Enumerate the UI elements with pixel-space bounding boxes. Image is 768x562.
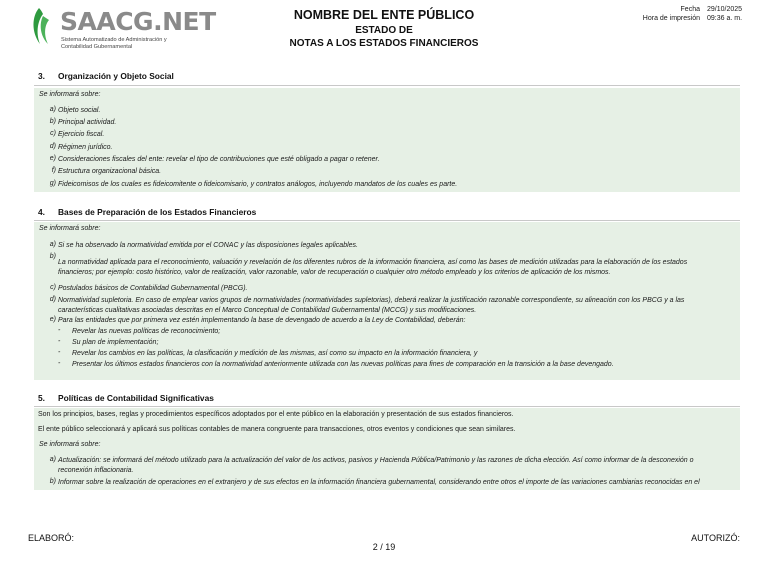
sublist-item: Revelar las nuevas políticas de reconocimiento;: [72, 328, 221, 335]
report-title-line2: NOTAS A LOS ESTADOS FINANCIEROS: [289, 38, 479, 49]
autorizo-label: AUTORIZÓ:: [691, 533, 740, 543]
list-item: reconexión inflacionaria.: [58, 467, 134, 474]
list-label: a): [49, 106, 56, 113]
list-label: d): [49, 296, 56, 303]
section-3-intro: Se informará sobre:: [39, 91, 101, 98]
section-5-title: 5. Políticas de Contabilidad Significativas: [38, 393, 214, 403]
section-divider: [34, 220, 740, 221]
page-number: 2 / 19: [372, 542, 396, 552]
elaboro-label: ELABORÓ:: [28, 533, 75, 543]
list-label: c): [50, 284, 56, 291]
report-title-line1: ESTADO DE: [355, 25, 413, 36]
date-label: Fecha: [680, 6, 700, 13]
section-4-intro: Se informará sobre:: [39, 225, 101, 232]
list-item: Ejercicio fiscal.: [58, 131, 105, 138]
list-item: Principal actividad.: [58, 119, 117, 126]
list-item: Para las entidades que por primera vez estén implementando la base de devengado de acuerdo a la Ley de Contabilidad, deberán:: [58, 317, 466, 324]
sublist-item: Presentar los últimos estados financieros con la normatividad anteriormente utilizada con las nuevas políticas para fines de comparación en la transición a la base devengado.: [72, 361, 614, 368]
list-item: Estructura organizacional básica.: [58, 168, 162, 175]
sublist-dash: -: [58, 327, 61, 334]
time-label: Hora de impresión: [642, 15, 700, 22]
list-item: financieros; por ejemplo: costo histórico, valor de realización, valor razonable, valor de recuperación o cualquier otro método empleado y los criterios de aplicación de los mismos.: [58, 269, 611, 276]
list-label: a): [49, 241, 56, 248]
time-value: 09:36 a. m.: [707, 15, 743, 22]
list-label: b): [49, 253, 56, 260]
date-value: 29/10/2025: [707, 6, 743, 13]
list-item: Régimen jurídico.: [58, 144, 113, 151]
list-label: b): [49, 478, 56, 485]
section-5-paragraph: Son los principios, bases, reglas y procedimientos específicos adoptados por el ente público en la elaboración y presentación de sus estados financieros.: [38, 411, 514, 418]
section-4-title: 4. Bases de Preparación de los Estados Financieros: [38, 207, 257, 217]
section-3-title: 3. Organización y Objeto Social: [38, 71, 174, 81]
list-label: b): [49, 118, 56, 125]
list-item: Fideicomisos de los cuales es fideicomitente o fideicomisario, y contratos análogos, incluyendo mandatos de los cuales es parte.: [58, 181, 458, 188]
list-item: Consideraciones fiscales del ente: revelar el tipo de contribuciones que esté obligado a pagar o retener.: [58, 156, 380, 163]
entity-name: NOMBRE DEL ENTE PÚBLICO: [293, 8, 475, 22]
logo-subtitle: Sistema Automatizado de Administración y Contabilidad Gubernamental: [61, 37, 167, 50]
list-item: Si se ha observado la normatividad emitida por el CONAC y las disposiciones legales aplicables.: [58, 242, 358, 249]
logo-brand: SAACG.NET: [60, 7, 216, 36]
list-label: d): [49, 143, 56, 150]
sublist-dash: -: [58, 338, 61, 345]
print-meta-values: [707, 5, 742, 23]
list-item: características cualitativas asociadas descritas en el Marco Conceptual de Contabilidad Gubernamental (MCCG) y sus modificaciones.: [58, 307, 477, 314]
print-meta-labels: [643, 5, 700, 23]
list-label: f): [51, 167, 56, 174]
list-item: Postulados básicos de Contabilidad Gubernamental (PBCG).: [58, 285, 248, 292]
list-label: c): [50, 130, 56, 137]
list-item: Actualización: se informará del método utilizado para la actualización del valor de los activos, pasivos y Hacienda Pública/Patrimonio y las razones de dicha elección. Así como informar de la desconexión o: [58, 457, 694, 464]
list-item: Objeto social.: [58, 107, 101, 114]
sublist-item: Su plan de implementación;: [72, 339, 159, 346]
list-item: La normatividad aplicada para el reconocimiento, valuación y revelación de los diferentes rubros de la información financiera, así como las bases de medición utilizadas para la elaboración de los estados: [58, 259, 688, 266]
section-5-intro: Se informará sobre:: [39, 441, 101, 448]
sublist-dash: -: [58, 360, 61, 367]
sublist-dash: -: [58, 349, 61, 356]
list-label: a): [49, 456, 56, 463]
section-divider: [34, 85, 740, 86]
section-5-paragraph: El ente público seleccionará y aplicará sus políticas contables de manera congruente para transacciones, otros eventos y condiciones que sean similares.: [38, 426, 516, 433]
list-item: Informar sobre la realización de operaciones en el extranjero y de sus efectos en la información financiera gubernamental, considerando entre otros el importe de las variaciones cambiarias reconocidas en el: [58, 479, 700, 486]
section-divider: [34, 406, 740, 407]
list-item: Normatividad supletoria. En caso de emplear varios grupos de normatividades (normatividades supletorias), deberá realizar la justificación razonable correspondiente, su alineación con los PBCG y a las: [58, 297, 685, 304]
sublist-item: Revelar los cambios en las políticas, la clasificación y medición de las mismas, así como su impacto en la información financiera, y: [72, 350, 478, 357]
list-label: e): [49, 316, 56, 323]
list-label: e): [49, 155, 56, 162]
list-label: g): [49, 180, 56, 187]
